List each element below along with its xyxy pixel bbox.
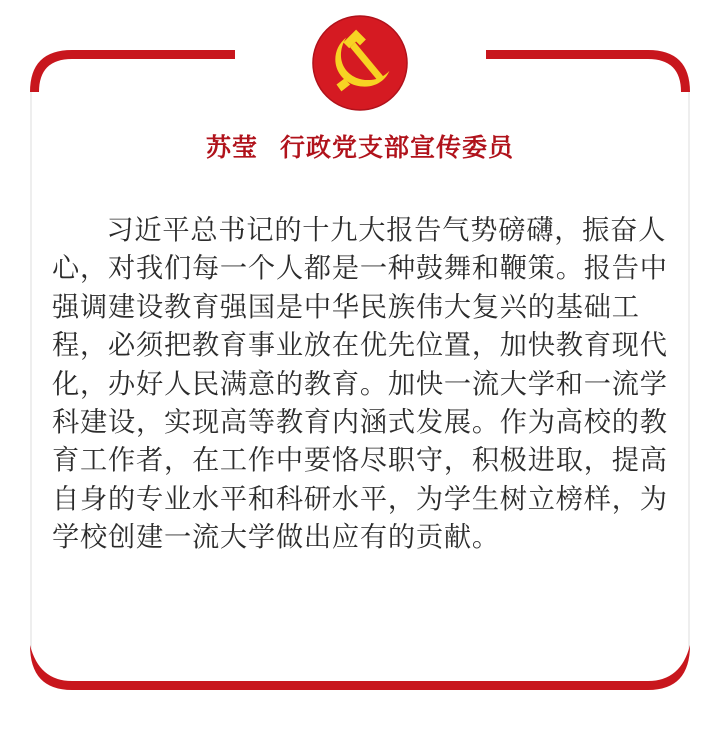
article-line: 强调建设教育强国是中华民族伟大复兴的基础工 — [52, 291, 640, 323]
article-line: 心，对我们每一个人都是一种鼓舞和鞭策。报告中 — [52, 253, 668, 285]
article-line: 自身的专业水平和科研水平，为学生树立榜样，为 — [52, 483, 668, 515]
frame-top-right-bar — [486, 50, 690, 92]
page-title — [0, 128, 720, 164]
article-line: 学校创建一流大学做出应有的贡献。 — [52, 522, 500, 554]
author-role: 行政党支部宣传委员 — [280, 133, 515, 162]
article-body — [52, 212, 672, 558]
article-line: 科建设，实现高等教育内涵式发展。作为高校的教 — [52, 407, 668, 439]
author-name: 苏莹 — [205, 133, 258, 162]
frame-top-left-bar — [30, 50, 235, 92]
hammer-and-sickle-icon — [311, 14, 409, 112]
article-line: 化，办好人民满意的教育。加快一流大学和一流学 — [52, 368, 668, 400]
article-line: 习近平总书记的十九大报告气势磅礴，振奋人 — [106, 215, 667, 246]
article-line: 程，必须把教育事业放在优先位置，加快教育现代 — [52, 330, 668, 362]
article-line: 育工作者，在工作中要恪尽职守，积极进取，提高 — [52, 445, 668, 477]
frame-bottom-bar — [30, 645, 690, 690]
